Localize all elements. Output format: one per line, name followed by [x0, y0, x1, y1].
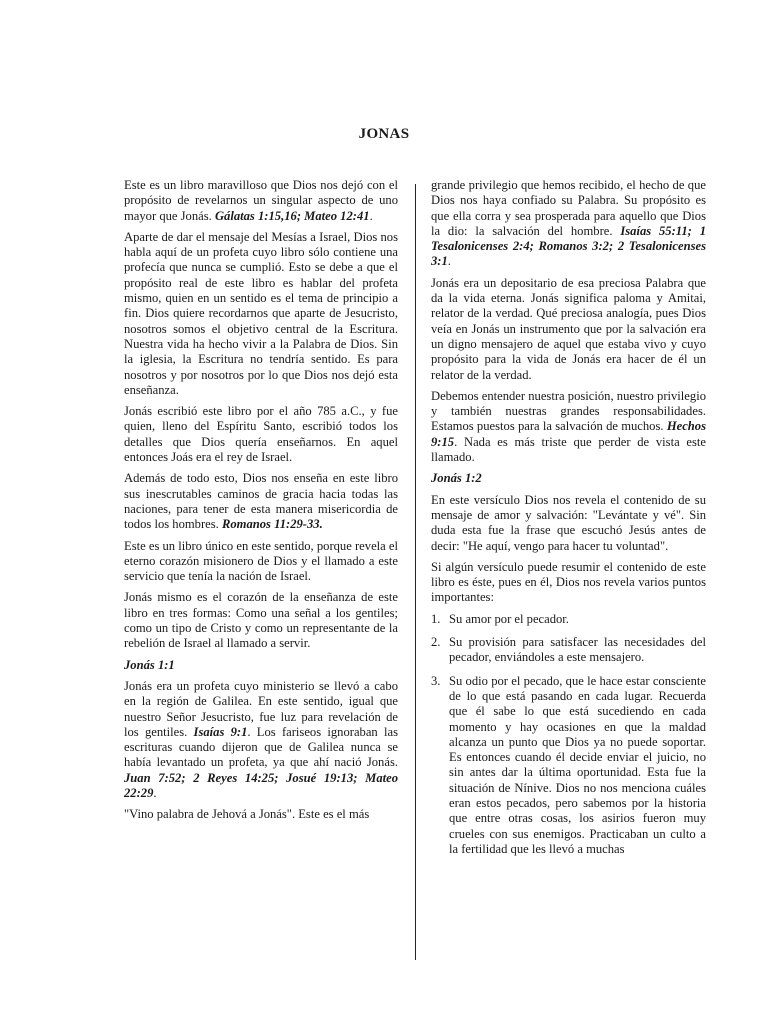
- paragraph: Además de todo esto, Dios nos enseña en este libro sus inescrutables caminos de gracia hacia todas las naciones, para tener de esta manera misericordia de todos los hombres. Romanos 11:29-33.: [124, 471, 398, 532]
- paragraph: Debemos entender nuestra posición, nuestro privilegio y también nuestras grandes responsabilidades. Estamos puestos para la salvación de muchos. Hechos 9:15. Nada es más triste que perder de vista este llamado.: [431, 388, 706, 465]
- scripture-reference: Gálatas 1:15,16; Mateo 12:41: [214, 208, 370, 223]
- list-item: 1. Su amor por el pecador.: [431, 611, 569, 626]
- paragraph: Jonás era un profeta cuyo ministerio se llevó a cabo en la región de Galilea. En este sentido, igual que nuestro Señor Jesucristo, fue luz para revelación de los gentiles. Isaías 9:1. Los fariseos ignoraban las escrituras cuando dijeron que de Galilea nunca se había levantado un profeta, ya que ahí nació Jonás. Juan 7:52; 2 Reyes 14:25; Josué 19:13; Mateo 22:29.: [124, 678, 398, 800]
- paragraph: Jonás escribió este libro por el año 785 a.C., y fue quien, lleno del Espíritu Santo, escribió todos los detalles que Dios quería enseñarnos. En aquel entonces Joás era el rey de Israel.: [124, 404, 398, 465]
- paragraph: Este es un libro único en este sentido, porque revela el eterno corazón misionero de Dios y el llamado a este servicio que tenía la nación de Israel.: [124, 538, 398, 584]
- scripture-reference: Isaías 55:11; 1 Tesalonicenses 2:4; Romanos 3:2; 2 Tesalonicenses 3:1: [431, 223, 706, 269]
- scripture-reference: Romanos 11:29-33.: [221, 517, 323, 532]
- scripture-reference: Juan 7:52; 2 Reyes 14:25; Josué 19:13; Mateo 22:29: [124, 770, 398, 800]
- section-heading: Jonás 1:2: [431, 471, 482, 486]
- page-title: JONAS: [358, 126, 410, 142]
- paragraph: grande privilegio que hemos recibido, el hecho de que Dios nos haya confiado su Palabra. Su propósito es que ella corra y sea prosperada para aquello que Dios la dio: la salvación del hombre. Isaías 55:11; 1 Tesalonicenses 2:4; Romanos 3:2; 2 Tesalonicenses 3:1.: [431, 178, 706, 269]
- paragraph: Jonás mismo es el corazón de la enseñanza de este libro en tres formas: Como una señal a los gentiles; como un tipo de Cristo y como un representante de la rebelión de Israel al llamado a servir.: [124, 590, 398, 651]
- list-item: 3. Su odio por el pecado, que le hace estar consciente de lo que está pasando en cada lugar. Recuerda que él sabe lo que está sucediendo en cada momento y hay ocasiones en que la maldad alcanza un punto que Dios ya no puede soportar. Es entonces cuando él decide enviar el juicio, no sin antes dar la última oportunidad. Esta fue la situación de Nínive. Dios no nos menciona cuáles eran estos pecados, pero sabemos por la historia que entre otras cosas, los asirios fueron muy crueles con sus enemigos. Practicaban un culto a la fertilidad que les llevó a muchas: [431, 673, 706, 856]
- scripture-reference: Isaías 9:1: [193, 724, 248, 739]
- paragraph: Aparte de dar el mensaje del Mesías a Israel, Dios nos habla aquí de un profeta cuyo libro sólo contiene una profecía que nunca se cumplió. Esto se debe a que el propósito real de este libro es hablar del profeta mismo, quien en un sentido es el tema de principio a fin. Dios quiere recordarnos que aparte de Jesucristo, nosotros somos el objetivo central de la Escritura. Nuestra vida ha hecho vivir a la Palabra de Dios. Sin la iglesia, la Escritura no tendría sentido. Es para nosotros y por nosotros por lo que Dios nos dejó esta enseñanza.: [124, 229, 398, 397]
- paragraph: Si algún versículo puede resumir el contenido de este libro es éste, pues en él, Dios nos revela varios puntos importantes:: [431, 559, 706, 605]
- right-column: [431, 178, 706, 865]
- list-item: 2. Su provisión para satisfacer las necesidades del pecador, enviándoles a este mensajero.: [431, 635, 706, 665]
- section-heading: Jonás 1:1: [124, 657, 175, 672]
- paragraph: Este es un libro maravilloso que Dios nos dejó con el propósito de revelarnos un singular aspecto de uno mayor que Jonás. Gálatas 1:15,16; Mateo 12:41.: [124, 178, 398, 223]
- column-divider: [415, 184, 416, 960]
- scripture-reference: Hechos 9:15: [431, 419, 706, 449]
- paragraph: En este versículo Dios nos revela el contenido de su mensaje de amor y salvación: "Levántate y vé". Sin duda esta fue la frase que escuchó Jesús antes de decir: "He aquí, vengo para hacer tu voluntad".: [431, 492, 706, 553]
- numbered-list: [431, 612, 706, 857]
- paragraph: Jonás era un depositario de esa preciosa Palabra que da la vida eterna. Jonás significa paloma y Amitai, relator de la verdad. Qué preciosa analogía, pues Dios veía en Jonás un instrumento que por la salvación era un digno mensajero de aquel que estaba vivo y cuyo propósito para la vida de Jonás era hacer de él un relator de la verdad.: [431, 275, 706, 382]
- paragraph: "Vino palabra de Jehová a Jonás". Este es el más: [124, 807, 370, 822]
- left-column: [124, 178, 398, 829]
